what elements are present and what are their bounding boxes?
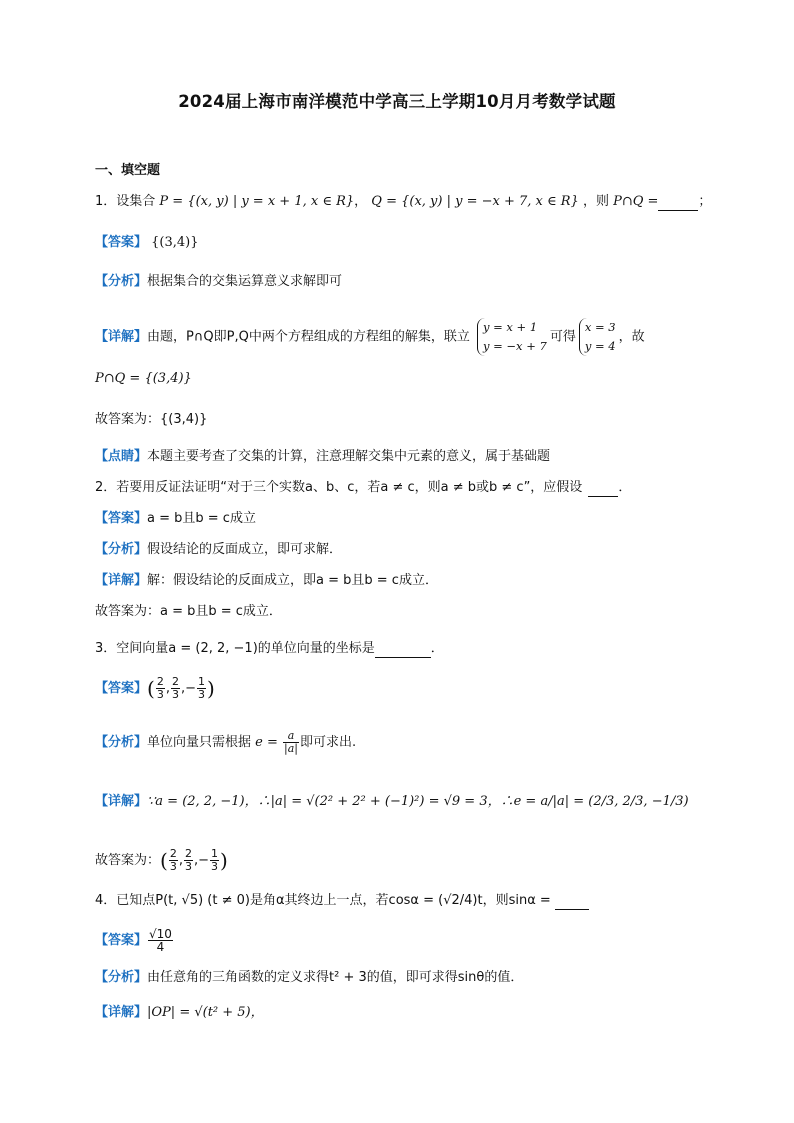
q1-answer: {(3,4)} bbox=[151, 235, 199, 250]
set-q: Q = {(x, y) | y = −x + 7, x ∈ R} bbox=[371, 194, 579, 209]
question-1: 1．设集合 P = {(x, y) | y = x + 1, x ∈ R}， Q = {(x, y) | y = −x + 7, x ∈ R} ，则 P∩Q = ； bbox=[95, 194, 712, 209]
question-2: 2．若要用反证法证明“对于三个实数a、b、c，若a ≠ c，则a ≠ b或b ≠ c”，应假设 ． bbox=[95, 480, 632, 495]
q3-answer-row: 【答案】( $\frac{2}{3}$ , $\frac{2}{3}$ ,− $\frac{1}{3}$ ) bbox=[95, 675, 215, 701]
q1-comment-row: 【点睛】本题主要考查了交集的计算，注意理解交集中元素的意义，属于基础题 bbox=[95, 449, 551, 464]
q1-final: 故答案为：{(3,4)} bbox=[95, 412, 208, 427]
q1-analysis: 根据集合的交集运算意义求解即可 bbox=[147, 274, 343, 289]
q2-final: 故答案为：a = b且b = c成立． bbox=[95, 604, 282, 619]
question-3: 3．空间向量a = (2, 2, −1)的单位向量的坐标是 ． bbox=[95, 641, 444, 656]
q2-analysis-row: 【分析】假设结论的反面成立，即可求解． bbox=[95, 542, 343, 557]
q1-detail-row: 【详解】由题，P∩Q即P,Q中两个方程组成的方程组的解集，联立 y = x + 1 y = −x + 7 可得 x = 3 y = 4 ，故 bbox=[95, 318, 645, 356]
q1-analysis-row: 【分析】根据集合的交集运算意义求解即可 bbox=[95, 274, 343, 289]
answer-blank bbox=[658, 210, 698, 211]
set-p: P = {(x, y) | y = x + 1, x ∈ R} bbox=[159, 194, 355, 209]
equation-system-2: x = 3 y = 4 bbox=[579, 318, 616, 356]
page-title: 2024届上海市南洋模范中学高三上学期10月月考数学试题 bbox=[178, 92, 616, 111]
section-heading: 一、填空题 bbox=[95, 163, 161, 178]
q1-answer-row: 【答案】 {(3,4)} bbox=[95, 235, 199, 250]
q2-answer: a = b且b = c成立 bbox=[147, 511, 256, 526]
question-1-number: 1．设集合 bbox=[95, 194, 156, 209]
question-4: 4．已知点P(t, √5) (t ≠ 0)是角α其终边上一点，若cosα = (√2/4)t，则sinα = bbox=[95, 892, 589, 910]
equation-system-1: y = x + 1 y = −x + 7 bbox=[477, 318, 547, 356]
q1-detail-cont: P∩Q = {(3,4)} bbox=[95, 371, 192, 386]
q3-detail-row: 【详解】∵a = (2, 2, −1)，∴|a| = √(2² + 2² + (−1)²) = √9 = 3，∴e = a/|a| = (2/3, 2/3, −1/3) bbox=[95, 794, 689, 809]
q3-detail: ∵a = (2, 2, −1)，∴|a| = √(2² + 2² + (−1)²) = √9 = 3，∴e = a/|a| = (2/3, 2/3, −1/3) bbox=[147, 794, 689, 809]
q3-final: 故答案为：( $\frac{2}{3}$ , $\frac{2}{3}$ ,− $\frac{1}{3}$ ) bbox=[95, 847, 228, 873]
q2-answer-row: 【答案】a = b且b = c成立 bbox=[95, 511, 256, 526]
q1-comment: 本题主要考查了交集的计算，注意理解交集中元素的意义，属于基础题 bbox=[147, 449, 551, 464]
q2-detail-row: 【详解】解：假设结论的反面成立，即a = b且b = c成立． bbox=[95, 573, 438, 588]
q4-analysis-row: 【分析】由任意角的三角函数的定义求得t² + 3的值，即可求得sinθ的值． bbox=[95, 970, 524, 985]
q3-analysis-row: 【分析】单位向量只需根据 e = $\frac{a}{|a|}$ 即可求出. bbox=[95, 729, 357, 755]
q4-detail-row: 【详解】|OP| = √(t² + 5)， bbox=[95, 1005, 264, 1020]
q4-answer-row: 【答案】 $\frac{√10}{4}$ bbox=[95, 927, 172, 954]
